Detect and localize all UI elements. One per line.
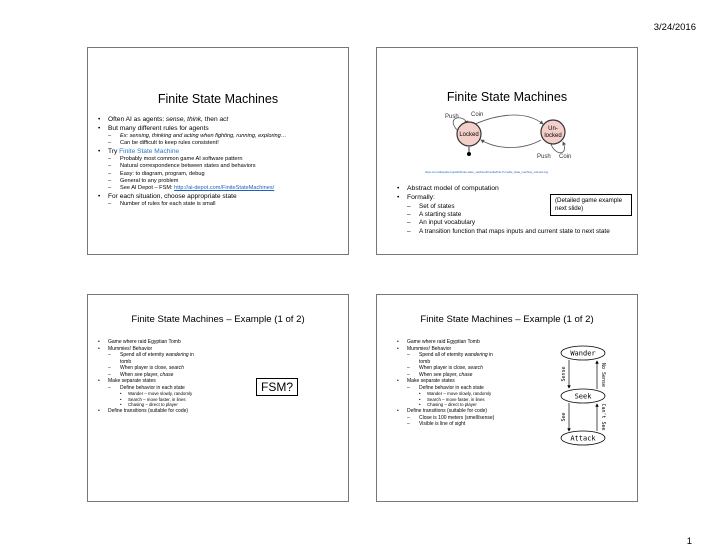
bullet-list: [397, 339, 547, 428]
sub-sub-bullet: • Search – move faster, in lines: [98, 397, 248, 403]
sub-bullet: – When see player, chase: [98, 372, 248, 379]
page-number: 1: [686, 536, 692, 547]
sub-bullet: – Ex: sensing, thinking and acting when fighting, running, exploring…: [98, 133, 343, 140]
sub-bullet: – When player is close, search: [98, 365, 248, 372]
bullet-list: [98, 339, 248, 415]
push-arrow: [481, 140, 541, 148]
bullet: • Make separate states: [98, 378, 248, 385]
coin-label-top: Coin: [471, 112, 484, 118]
seek-label: Seek: [574, 392, 592, 401]
wander-label: Wander: [570, 349, 596, 358]
sub-bullet: – General to any problem: [98, 178, 343, 185]
bullet: • Often AI as agents: sense, think, then act: [98, 116, 343, 125]
sense-label: Sense: [561, 366, 567, 382]
sub-bullet: – Spend all of eternity wandering in tomb: [98, 352, 200, 365]
push-label-top: Push: [445, 114, 459, 120]
sub-sub-bullet: • Wander – move slowly, randomly: [98, 391, 248, 397]
turnstile-diagram: [433, 110, 583, 170]
slide-3: [87, 294, 349, 502]
sub-bullet: – Define behavior in each state: [98, 385, 248, 392]
bullet: • Game where raid Egyptian Tomb: [98, 339, 248, 346]
sub-bullet: – A starting state: [397, 211, 627, 219]
bullet: • Try Finite State Machine: [98, 148, 343, 157]
slide-1: [87, 47, 349, 255]
detail-note: (Detailed game example next slide): [550, 194, 632, 216]
sub-bullet: – Define behavior in each state: [397, 385, 547, 392]
bullet: • Mummies! Behavior: [397, 346, 547, 353]
sub-sub-bullet: • Search – move faster, in lines: [397, 397, 547, 403]
sub-bullet: – Natural correspondence between states and behaviors: [98, 163, 343, 170]
bullet: • Define transitions (suitable for code): [397, 408, 547, 415]
mummy-fsm-diagram: [545, 343, 635, 463]
sub-bullet: – When player is close, search: [397, 365, 547, 372]
start-dot: [467, 152, 471, 156]
coin-arrow: [475, 115, 543, 124]
bullet: • Define transitions (suitable for code): [98, 408, 248, 415]
slide-2: [376, 47, 638, 255]
sub-bullet: – Set of states: [397, 203, 627, 211]
sub-bullet: – When see player, chase: [397, 372, 547, 379]
sub-bullet: – Number of rules for each state is small: [98, 201, 343, 208]
fsm-link[interactable]: Finite State Machine: [119, 147, 180, 155]
locked-label: Locked: [459, 132, 479, 138]
sub-bullet: – See AI Depot – FSM: http://ai-depot.com/FiniteStateMachines/: [98, 185, 343, 192]
sub-bullet: – A transition function that maps inputs and current state to next state: [397, 228, 627, 236]
sub-bullet: – Close is 100 meters (smell/sense): [397, 415, 547, 422]
bullet: • Game where raid Egyptian Tomb: [397, 339, 547, 346]
sub-bullet: – Probably most common game AI software pattern: [98, 156, 343, 163]
no-sense-label: No Sense: [600, 362, 606, 388]
sub-bullet: – Can be difficult to keep rules consistent!: [98, 140, 343, 147]
bullet-list: [98, 116, 343, 208]
unlocked-label-2: locked: [544, 133, 562, 139]
bullet: • Make separate states: [397, 378, 547, 385]
slide-date: 3/24/2016: [653, 22, 696, 33]
attack-label: Attack: [570, 434, 596, 443]
sub-sub-bullet: • Wander – move slowly, randomly: [397, 391, 547, 397]
sub-sub-bullet: • Chasing – direct to player: [98, 402, 248, 408]
sub-bullet: – Visible is line of sight: [397, 421, 547, 428]
slide-title: Finite State Machines – Example (1 of 2): [420, 314, 594, 325]
bullet: • Formally:: [397, 194, 627, 203]
bullet: • But many different rules for agents: [98, 125, 343, 134]
ai-depot-link[interactable]: http://ai-depot.com/FiniteStateMachines/: [174, 185, 275, 192]
sub-sub-bullet: • Chasing – direct to player: [397, 402, 547, 408]
bullet: • Mummies! Behavior: [98, 346, 248, 353]
slide-4: [376, 294, 638, 502]
cant-see-label: Can't See: [600, 403, 606, 431]
source-url[interactable]: https://en.wikipedia.org/wiki/Finite-state_machine#/media/File:Turnstile_state_machine_colored.svg: [425, 170, 549, 174]
sub-bullet: – An input vocabulary: [397, 219, 627, 227]
unlocked-label-1: Un-: [548, 126, 558, 132]
see-label: See: [561, 412, 567, 422]
coin-label-bottom: Coin: [559, 154, 572, 160]
unlocked-state: [541, 120, 565, 144]
sub-bullet: – Easy: to diagram, program, debug: [98, 171, 343, 178]
slide-title: Finite State Machines: [157, 92, 279, 106]
bullet: • Abstract model of computation: [397, 185, 627, 194]
push-label-bottom: Push: [537, 154, 551, 160]
slide-title: Finite State Machines – Example (1 of 2): [131, 314, 305, 325]
bullet: • For each situation, choose appropriate state: [98, 193, 343, 202]
sub-bullet: – Spend all of eternity wandering in tomb: [397, 352, 499, 365]
slide-title: Finite State Machines: [446, 90, 568, 104]
fsm-question-box: FSM?: [256, 378, 298, 396]
